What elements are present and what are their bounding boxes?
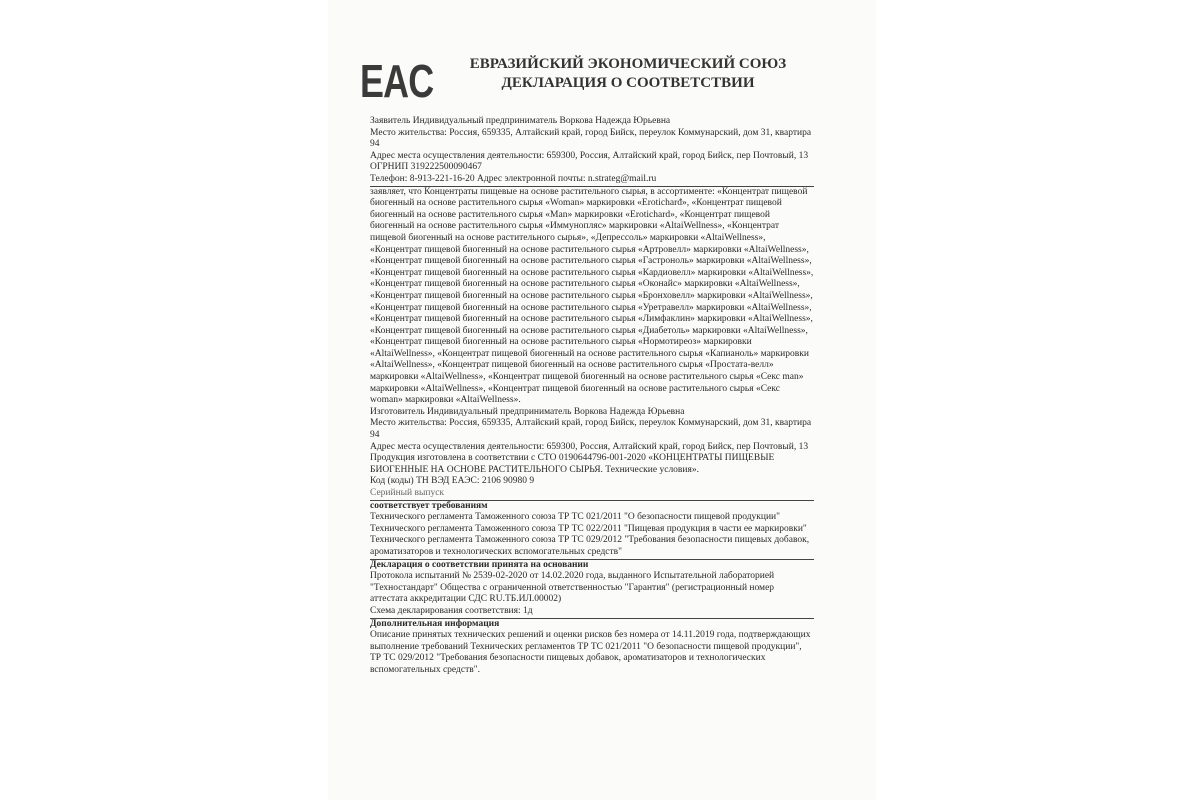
union-title: ЕВРАЗИЙСКИЙ ЭКОНОМИЧЕСКИЙ СОЮЗ	[469, 56, 787, 72]
additional-info-text: Описание принятых технических решений и оценки рисков без номера от 14.11.2019 года, подтверждающих выполнение требований Технических регламентов ТР ТС 021/2011 "О безопасности пищевой продукции", ТР ТС 029/2012 "Требования безопасности пищевых добавок, ароматизаторов и технологических вспомогательных средств".	[370, 630, 811, 675]
document-title: ДЕКЛАРАЦИЯ О СООТВЕТСТВИИ	[501, 75, 755, 91]
applicant-contacts: Телефон: 8-913-221-16-20 Адрес электронной почты: n.strateg@mail.ru	[370, 173, 657, 184]
tn-ved-code: Код (коды) ТН ВЭД ЕАЭС: 2106 90980 9	[370, 476, 535, 487]
applicant-residence: Место жительства: Россия, 659335, Алтайский край, город Бийск, переулок Коммунарский, дом 31, квартира 94	[370, 127, 812, 150]
production-standard: Продукция изготовлена в соответствии с СТО 0190644796-001-2020 «КОНЦЕНТРАТЫ ПИЩЕВЫЕ БИОГЕННЫЕ НА ОСНОВЕ РАСТИТЕЛЬНОГО СЫРЬЯ. Технические условия».	[370, 453, 775, 475]
applicant-ogrnip: ОГРНИП 319222500090467	[370, 162, 482, 173]
basis-protocol: Протокола испытаний № 2539-02-2020 от 14.02.2020 года, выданного Испытательной лабораторией "Техностандарт" Общества с ограниченной ответственностью "Гарантия" (регистрационный номер аттестата аккредитации СДС RU.ТБ.ИЛ.00002)	[370, 571, 775, 605]
basis-heading: Декларация о соответствии принята на основании	[370, 559, 814, 572]
additional-info-heading: Дополнительная информация	[370, 618, 814, 631]
requirement-item: Технического регламента Таможенного союза ТР ТС 022/2011 "Пищевая продукция в части ее маркировки"	[370, 523, 807, 534]
manufacturer-residence: Место жительства: Россия, 659335, Алтайский край, город Бийск, переулок Коммунарский, дом 31, квартира 94	[370, 418, 812, 441]
declaration-statement: заявляет, что Концентраты пищевые на основе растительного сырья, в ассортименте: «Концентрат пищевой биогенный на основе растительного сырья «Woman» маркировки «Eroticharđ», «Концентрат пищевой биогенный на основе растительного сырья «Man» маркировки «Erotichard», «Концентрат пищевой биогенный на основе растительного сырья «Иммунопляс» маркировки «AltaiWellness», «Концентрат пищевой биогенный на основе растительного сырья», «Депрессоль» маркировки «AltaiWellness», «Концентрат пищевой биогенный на основе растительного сырья «Артровелл» маркировки «AltaiWellness», «Концентрат пищевой биогенный на основе растительного сырья «Гастроноль» маркировки «AltaiWellness», «Концентрат пищевой биогенный на основе растительного сырья «Кардиовелл» маркировки «AltaiWellness», «Концентрат пищевой биогенный на основе растительного сырья «Оконайс» маркировки «AltaiWellness», «Концентрат пищевой биогенный на основе растительного сырья «Бронховелл» маркировки «AltaiWellness», «Концентрат пищевой биогенный на основе растительного сырья «Уретравелл» маркировки «AltaiWellness», «Концентрат пищевой биогенный на основе растительного сырья «Лимфаклин» маркировки «AltaiWellness», «Концентрат пищевой биогенный на основе растительного сырья «Диабетоль» маркировки «AltaiWellness», «Концентрат пищевой биогенный на основе растительного сырья «Нормотиреоз» маркировки «AltaiWellness», «Концентрат пищевой биогенный на основе растительного сырья «Капианоль» маркировки «AltaiWellness», «Концентрат пищевой биогенный на основе растительного сырья «Простата-велл» маркировки «AltaiWellness», «Концентрат пищевой биогенный на основе растительного сырья «Секс man» маркировки «AltaiWellness», «Концентрат пищевой биогенный на основе растительного сырья «Секс woman» маркировки «AltaiWellness».	[370, 186, 814, 406]
requirements-heading: соответствует требованиям	[370, 500, 814, 513]
declaration-page	[328, 0, 876, 800]
release-type: Серийный выпуск	[370, 488, 445, 498]
requirement-item: Технического регламента Таможенного союза ТР ТС 021/2011 "О безопасности пищевой продукции"	[370, 512, 781, 523]
document-header	[448, 55, 808, 93]
applicant-activity-address: Адрес места осуществления деятельности: 659300, Россия, Алтайский край, город Бийск, пер Почтовый, 13	[370, 150, 809, 161]
eac-logo: EAC	[360, 55, 434, 107]
declaration-scheme: Схема декларирования соответствия: 1д	[370, 605, 533, 616]
manufacturer-name: Изготовитель Индивидуальный предприниматель Воркова Надежда Юрьевна	[370, 406, 685, 417]
document-body	[370, 116, 814, 677]
applicant-name: Заявитель Индивидуальный предприниматель Воркова Надежда Юрьевна	[370, 116, 671, 126]
requirement-item: Технического регламента Таможенного союза ТР ТС 029/2012 "Требования безопасности пищевых добавок, ароматизаторов и технологических вспомогательных средств"	[370, 535, 810, 557]
manufacturer-activity-address: Адрес места осуществления деятельности: 659300, Россия, Алтайский край, город Бийск, пер Почтовый, 13	[370, 441, 809, 452]
